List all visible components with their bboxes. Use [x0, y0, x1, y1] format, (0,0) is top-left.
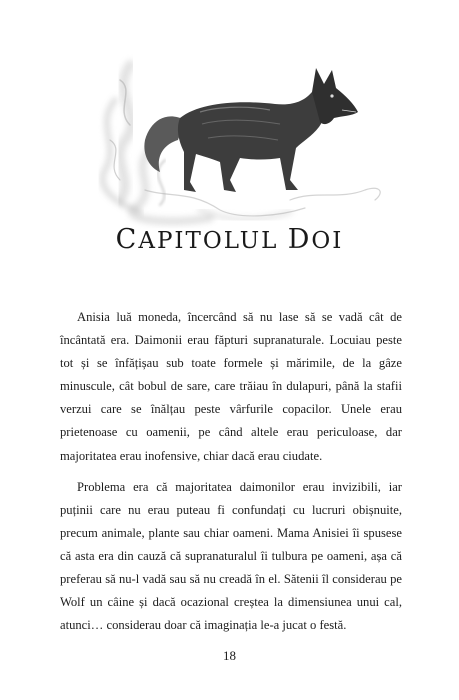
paragraph: Anisia luă moneda, încercând să nu lase să se vadă cât de încântată era. Daimonii erau făpturi supranaturale. Locuiau peste tot și se înfățișau sub toate formele și mărimile, de la gâze minuscule, cât bobul de sare, care trăiau în dulapuri, până la stafii verzui care se înălțau peste vârfurile copacilor. Unele erau prietenoase cu oamenii, pe când altele erau periculoase, dar majoritatea erau inofensive, chiar dacă erau ciudate. — [60, 310, 402, 463]
chapter-title — [0, 224, 459, 255]
chapter-title-word-1: APITOLUL — [138, 228, 288, 254]
wolf-figure — [144, 68, 358, 192]
body-text — [60, 306, 402, 645]
chapter-title-initial: C — [115, 224, 139, 255]
chapter-title-word-2: OI — [311, 228, 344, 254]
chapter-title-initial-2: D — [287, 224, 312, 255]
paragraph: Problema era că majoritatea daimonilor erau invizibili, iar puținii care nu erau puteau fi confundați cu lucruri obișnuite, precum animale, plante sau chiar oameni. Mama Anisiei îi spusese că asta era din cauză că supranaturalul îi tulbura pe oameni, așa că preferau să nu-l vadă sau să nu creadă în el. Sătenii îl considerau pe Wolf un câine și dacă ocazional creștea la dimensiunea unui cal, atunci… considerau doar că imaginația le-a jucat o festă. — [60, 479, 402, 633]
wolf-eye — [330, 94, 333, 97]
wolf-smoke-svg — [90, 40, 390, 230]
wolf-illustration — [90, 40, 390, 230]
page-number: 18 — [223, 648, 236, 663]
